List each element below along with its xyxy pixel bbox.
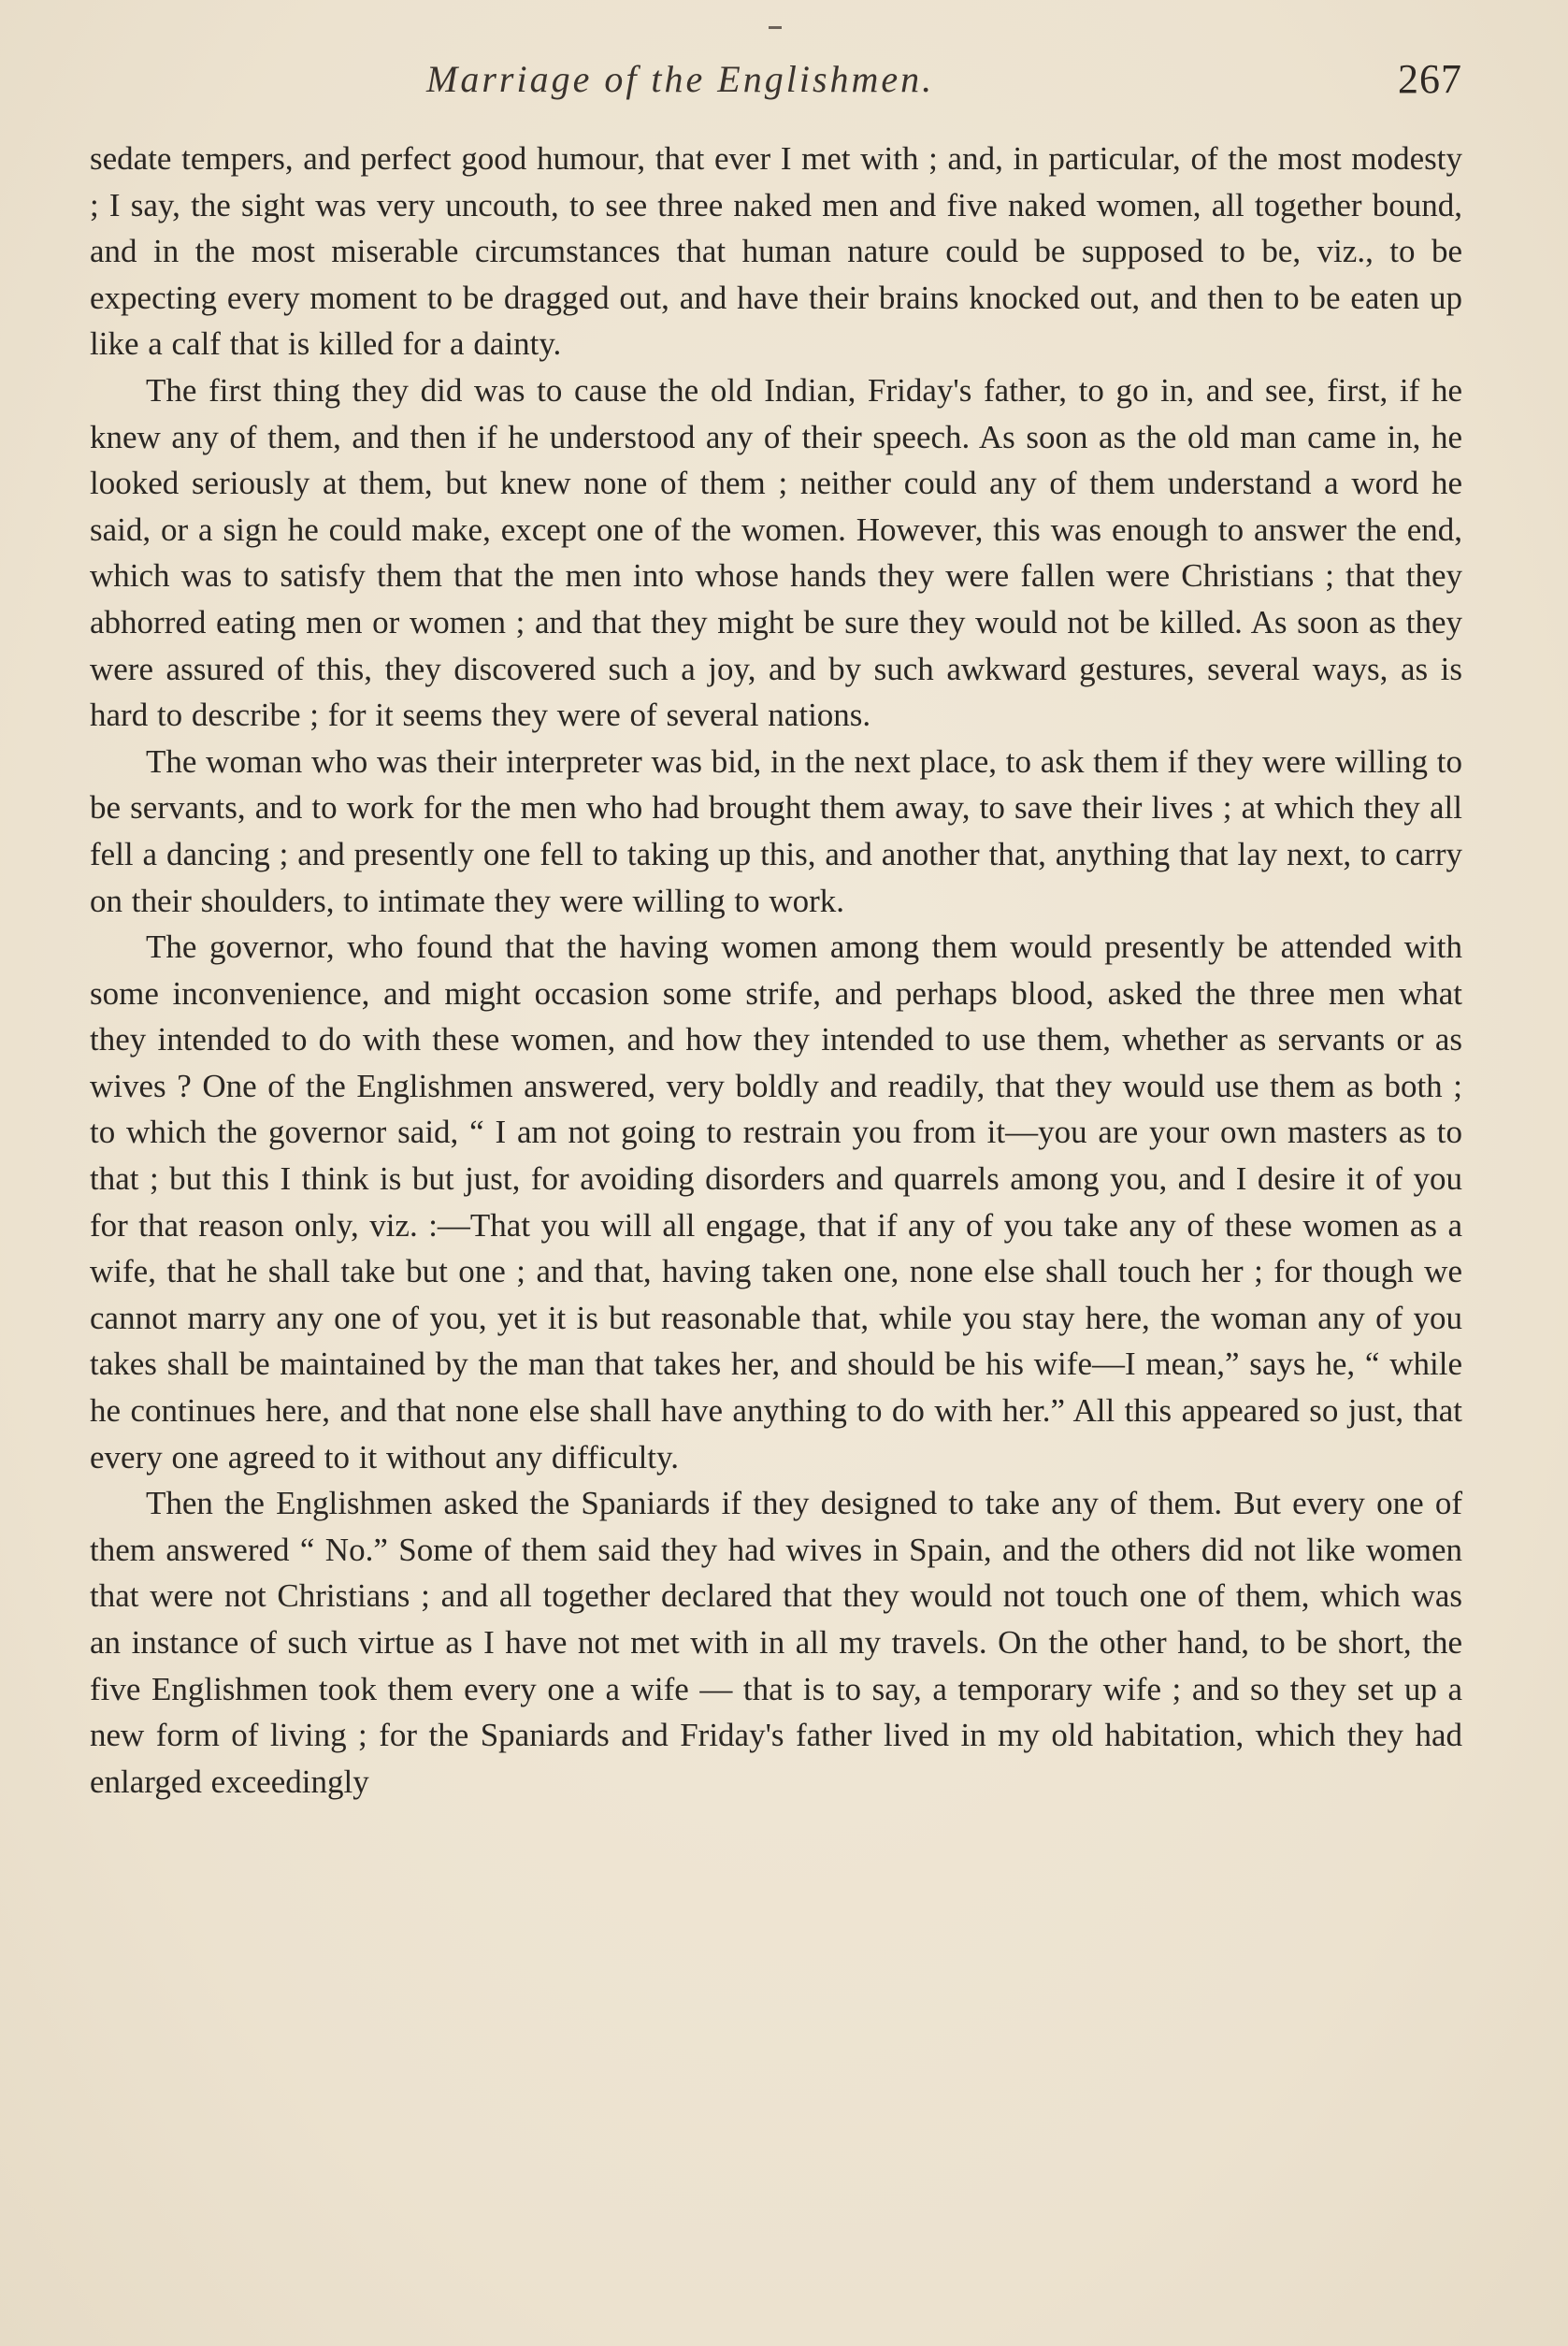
page-number: 267: [1398, 56, 1462, 102]
top-dash-mark: [769, 26, 782, 29]
paragraph-interpreter: The woman who was their interpreter was bid, in the next place, to ask them if they were willing to be servants, and to work for the men who had brought them away, to save their lives ; at which they all fell a dancing ; and presently one fell to taking up this, and another that, anything that lay next, to carry on their shoulders, to intimate they were willing to work.: [90, 742, 1462, 919]
paragraph-continued: sedate tempers, and perfect good humour, that ever I met with ; and, in particular, of the most modesty ; I say, the sight was very uncouth, to see three naked men and five naked women, all together bound, and in the most miserable circumstances that human nature could be supposed to be, viz., to be expecting every moment to be dragged out, and have their brains knocked out, and then to be eaten up like a calf that is killed for a dainty.: [90, 140, 1462, 363]
paragraph-englishmen: Then the Englishmen asked the Spaniards if they designed to take any of them. But every one of them answered “ No.” Some of them said they had wives in Spain, and the others did not like women that were not Christians ; and all together declared that they would not touch one of them, which was an instance of such virtue as I have not met with in all my travels. On the other hand, to be short, the five Englishmen took them every one a wife — that is to say, a temporary wife ; and so they set up a new form of living ; for the Spaniards and Friday's father lived in my old habitation, which they had enlarged exceedingly: [90, 1485, 1462, 1800]
paragraph-governor: The governor, who found that the having women among them would presently be attended with some inconvenience, and might occasion some strife, and perhaps blood, asked the three men what they intended to do with these women, and how they intended to use them, whether as servants or as wives ? One of the Englishmen answered, very boldly and readily, that they would use them as both ; to which the governor said, “ I am not going to restrain you from it—you are your own masters as to that ; but this I think is but just, for avoiding disorders and quarrels among you, and I desire it of you for that reason only, viz. :—That you will all engage, that if any of you take any of these women as a wife, that he shall take but one ; and that, having taken one, none else shall touch her ; for though we cannot marry any one of you, yet it is but reasonable that, while you stay here, the woman any of you takes shall be maintained by the man that takes her, and should be his wife—I mean,” says he, “ while he continues here, and that none else shall have anything to do with her.” All this appeared so just, that every one agreed to it without any difficulty.: [90, 928, 1462, 1475]
running-title: Marriage of the Englishmen.: [426, 58, 935, 100]
body-text: [90, 136, 1462, 2249]
paragraph-old-indian: The first thing they did was to cause the old Indian, Friday's father, to go in, and see, first, if he knew any of them, and then if he understood any of their speech. As soon as the old man came in, he looked seriously at them, but knew none of them ; neither could any of them understand a word he said, or a sign he could make, except one of the women. However, this was enough to answer the end, which was to satisfy them that the men into whose hands they were fallen were Christians ; that they abhorred eating men or women ; and that they might be sure they would not be killed. As soon as they were assured of this, they discovered such a joy, and by such awkward gestures, several ways, as is hard to describe ; for it seems they were of several nations.: [90, 371, 1462, 734]
page-header: [90, 47, 1462, 112]
